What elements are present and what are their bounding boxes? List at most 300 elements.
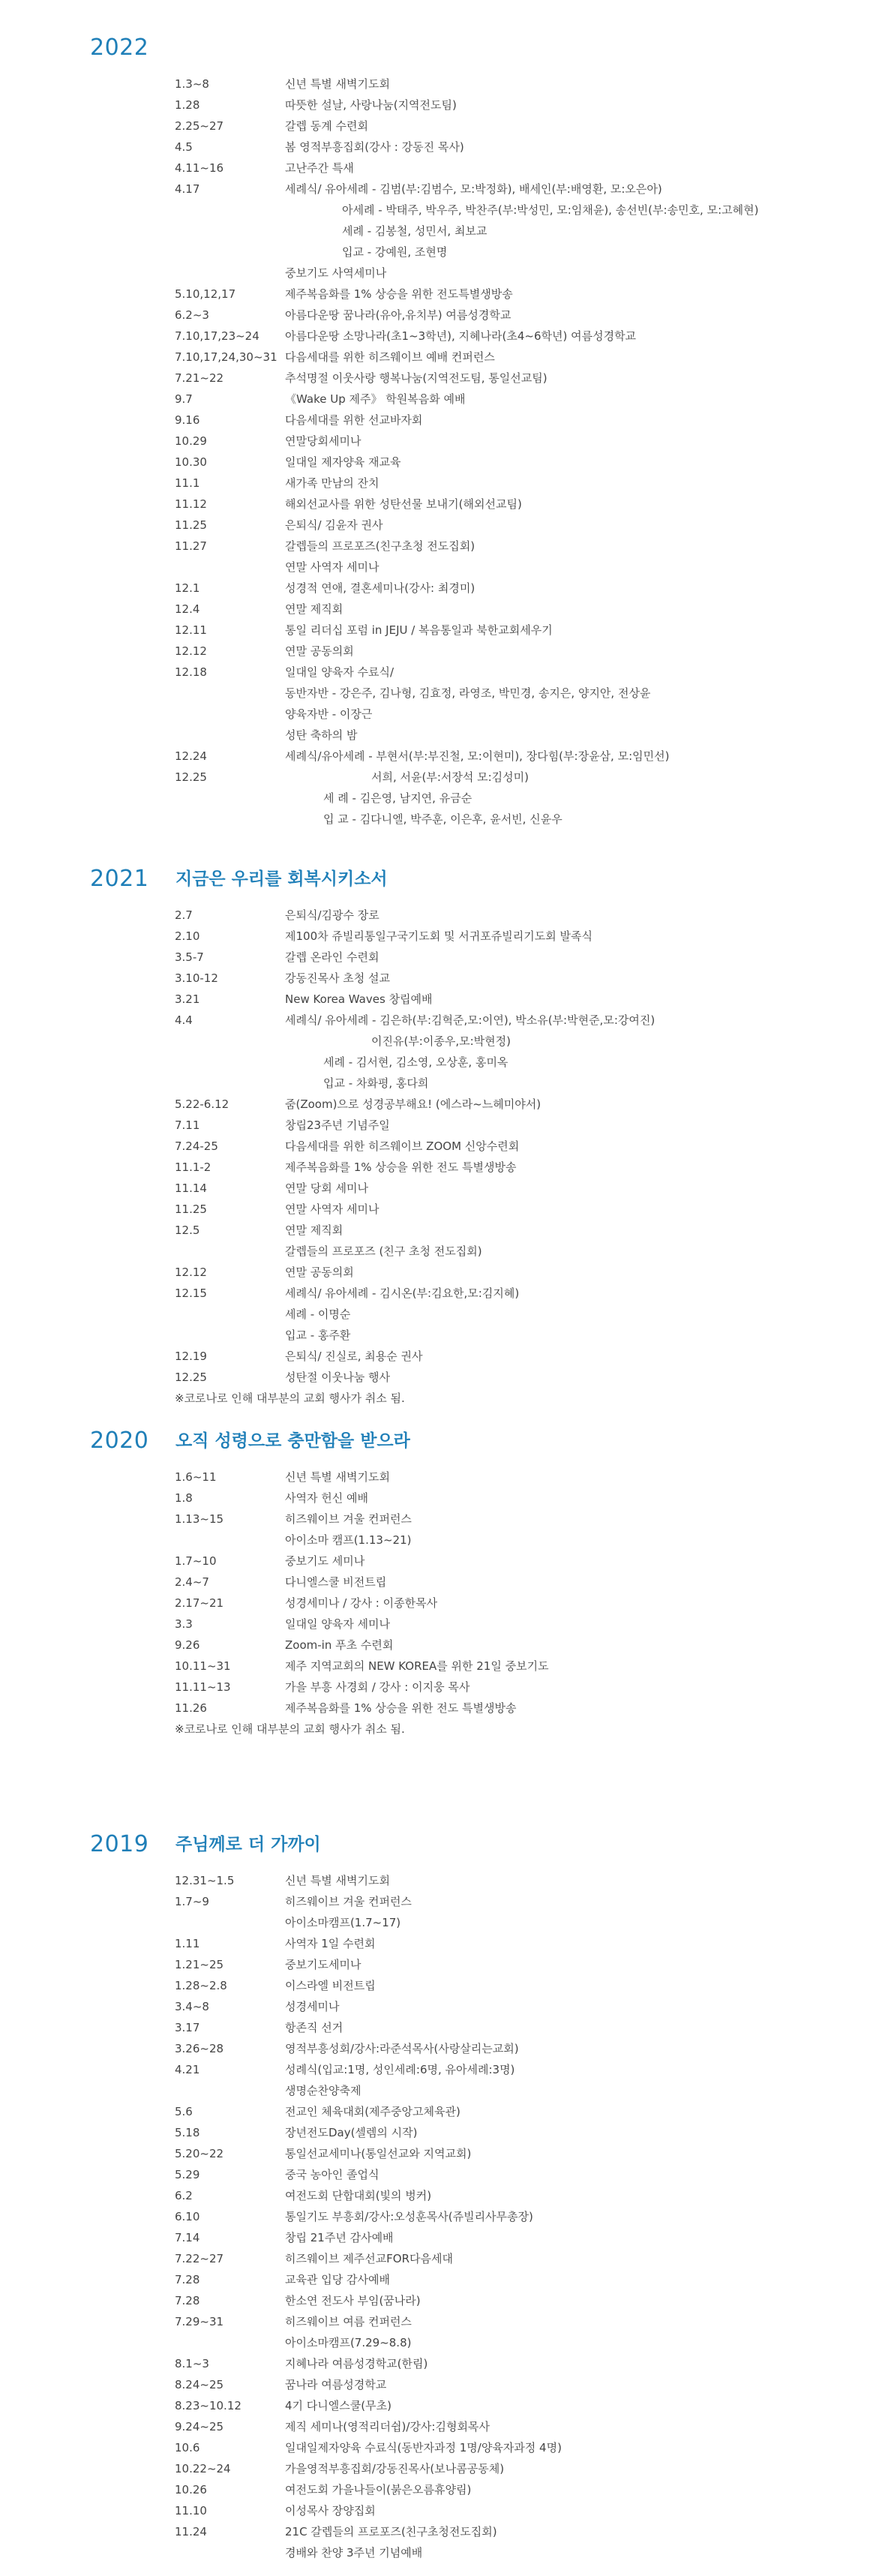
year-heading: 2021 <box>90 866 149 892</box>
event-row <box>0 1094 885 1115</box>
event-row <box>0 905 885 926</box>
event-list <box>0 905 885 1409</box>
event-date: 8.24~25 <box>175 2378 224 2391</box>
event-text: 이성목사 장양집회 <box>285 2504 376 2517</box>
event-date: 5.18 <box>175 2126 200 2139</box>
event-text: 21C 갈렙들의 프로포즈(친구초청전도집회) <box>285 2525 497 2538</box>
event-row <box>0 641 885 662</box>
event-text: 중보기도 사역세미나 <box>285 266 387 280</box>
event-text: 은퇴식/김광수 장로 <box>285 908 380 922</box>
year-theme-title: 지금은 우리를 회복시키소서 <box>176 869 388 889</box>
event-row <box>0 1283 885 1304</box>
event-row <box>0 1933 885 1954</box>
event-text: 세례식/ 유아세례 - 김은하(부:김혁준,모:이연), 박소유(부:박현준,모:강여진) <box>285 1013 656 1027</box>
event-row <box>0 2416 885 2437</box>
event-row <box>0 1467 885 1488</box>
event-date: 6.2 <box>175 2189 193 2202</box>
event-text: 강동진목사 초청 설교 <box>285 971 390 985</box>
event-date: 1.11 <box>175 1937 200 1950</box>
event-row <box>0 557 885 578</box>
event-text: 이스라엘 비전트립 <box>285 1979 376 1992</box>
event-text: 영적부흥성회/강사:라준석목사(사랑살리는교회) <box>285 2042 519 2055</box>
event-date: 7.10,17,23~24 <box>175 329 260 343</box>
event-text: 중보기도세미나 <box>285 1958 362 1971</box>
event-date: 1.7~9 <box>175 1895 209 1908</box>
event-date: 3.4~8 <box>175 2000 209 2013</box>
event-text: 사역자 1일 수련회 <box>285 1937 376 1950</box>
event-text: 창립23주년 기념주일 <box>285 1118 390 1132</box>
event-date: 11.26 <box>175 1701 207 1715</box>
event-date: 2.4~7 <box>175 1575 209 1589</box>
event-row <box>0 116 885 137</box>
event-row <box>0 809 885 830</box>
event-text: 제직 세미나(영적리더쉽)/강사:김형회목사 <box>285 2420 490 2433</box>
event-row <box>0 1325 885 1346</box>
event-row <box>0 599 885 620</box>
event-row <box>0 1870 885 1891</box>
event-row <box>0 284 885 305</box>
event-list <box>0 1870 885 2563</box>
event-date: 11.11~13 <box>175 1680 231 1694</box>
event-row <box>0 2395 885 2416</box>
event-text: 아이소마 캠프(1.13~21) <box>285 1533 412 1547</box>
event-date: 12.25 <box>175 1371 207 1384</box>
event-text: 경배와 찬양 3주년 기념예배 <box>285 2546 423 2559</box>
event-row <box>0 1572 885 1593</box>
event-row <box>0 1346 885 1367</box>
event-text: 연말당회세미나 <box>285 434 362 448</box>
event-date: 4.11~16 <box>175 161 224 175</box>
event-text: 지혜나라 여름성경학교(한림) <box>285 2357 428 2370</box>
year-heading: 2020 <box>90 1428 149 1454</box>
event-row <box>0 1614 885 1635</box>
event-row <box>0 389 885 410</box>
event-text: 연말 공동의회 <box>285 644 354 658</box>
event-date: 12.1 <box>175 581 200 595</box>
event-text: 세례식/ 유아세례 - 김범(부:김범수, 모:박정화), 배세인(부:배영환, 모:오은아) <box>285 182 662 196</box>
event-date: 4.5 <box>175 140 193 154</box>
event-text: 일대일 양육자 세미나 <box>285 1617 390 1631</box>
event-date: 12.12 <box>175 644 207 658</box>
event-row <box>0 1488 885 1509</box>
event-row <box>0 947 885 968</box>
event-text: 따뜻한 설날, 사랑나눔(지역전도팀) <box>285 98 457 112</box>
event-text: 여전도회 단합대회(빛의 벙커) <box>285 2189 432 2202</box>
event-text: 가을영적부흥집회/강동진목사(보나콤공동체) <box>285 2462 505 2475</box>
event-date: 10.6 <box>175 2441 200 2454</box>
event-row <box>0 1530 885 1551</box>
event-date: 11.27 <box>175 539 207 553</box>
event-text: 히즈웨이브 겨울 컨퍼런스 <box>285 1512 412 1526</box>
event-text: 연말 당회 세미나 <box>285 1181 368 1195</box>
event-text: 제주복음화를 1% 상승을 위한 전도 특별생방송 <box>285 1701 517 1715</box>
event-row <box>0 2038 885 2059</box>
event-row <box>0 2500 885 2521</box>
event-date: 12.15 <box>175 1286 207 1300</box>
event-text: 세례식/ 유아세례 - 김시온(부:김요한,모:김지혜) <box>285 1286 520 1300</box>
event-text: 동반자반 - 강은주, 김나형, 김효정, 라영조, 박민경, 송지은, 양지안, 전상윤 <box>285 686 651 700</box>
event-text: 아이소마캠프(1.7~17) <box>285 1916 401 1929</box>
event-text: 입교 - 홍주환 <box>285 1329 351 1342</box>
event-date: 1.13~15 <box>175 1512 224 1526</box>
event-text: 히즈웨이브 제주선교FOR다음세대 <box>285 2252 453 2265</box>
event-text: 서희, 서윤(부:서장석 모:김성미) <box>371 770 529 784</box>
event-text: 새가족 만남의 잔치 <box>285 476 380 490</box>
event-row <box>0 263 885 284</box>
event-text: 항존직 선거 <box>285 2021 344 2034</box>
event-row <box>0 431 885 452</box>
event-row <box>0 2185 885 2206</box>
event-row <box>0 473 885 494</box>
event-text: 통일기도 부흥회/강사:오성훈목사(쥬빌리사무총장) <box>285 2210 533 2223</box>
event-date: 10.30 <box>175 455 207 469</box>
event-text: 성탄절 이웃나눔 행사 <box>285 1371 390 1384</box>
event-date: 3.17 <box>175 2021 200 2034</box>
event-row <box>0 74 885 95</box>
event-date: 11.12 <box>175 497 207 511</box>
event-text: 아세례 - 박태주, 박우주, 박찬주(부:박성민, 모:임채윤), 송선빈(부:송민호, 모:고혜현) <box>342 203 759 217</box>
event-date: 7.11 <box>175 1118 200 1132</box>
event-date: 7.14 <box>175 2231 200 2244</box>
event-row <box>0 200 885 221</box>
event-row <box>0 2059 885 2080</box>
event-date: 12.31~1.5 <box>175 1874 235 1887</box>
event-row <box>0 2164 885 2185</box>
event-text: 여전도회 가을나들이(붉은오름휴양림) <box>285 2483 472 2496</box>
event-row <box>0 746 885 767</box>
event-row <box>0 2437 885 2458</box>
event-text: 꿈나라 여름성경학교 <box>285 2378 387 2391</box>
event-date: 11.14 <box>175 1181 207 1195</box>
event-date: 1.28~2.8 <box>175 1979 227 1992</box>
event-row <box>0 2311 885 2332</box>
event-date: 9.7 <box>175 392 193 406</box>
event-date: 12.19 <box>175 1350 207 1363</box>
event-row <box>0 578 885 599</box>
event-text: 줌(Zoom)으로 성경공부해요! (에스라~느헤미야서) <box>285 1097 542 1111</box>
event-text: 갈렙 동계 수련회 <box>285 119 368 133</box>
event-text: 창립 21주년 감사예배 <box>285 2231 394 2244</box>
event-date: 8.23~10.12 <box>175 2399 242 2412</box>
event-text: 제주 지역교회의 NEW KOREA를 위한 21일 중보기도 <box>285 1659 549 1673</box>
event-text: 신년 특별 새벽기도회 <box>285 77 390 91</box>
event-date: 12.24 <box>175 749 207 763</box>
event-text: 갈렙들의 프로포즈 (친구 초청 전도집회) <box>285 1244 482 1258</box>
event-row <box>0 221 885 242</box>
event-row <box>0 1262 885 1283</box>
event-text: 추석명절 이웃사랑 행복나눔(지역전도팀, 통일선교팀) <box>285 371 548 385</box>
event-text: 세례식/유아세례 - 부현서(부:부진철, 모:이현미), 장다힘(부:장윤삼, 모:임민선) <box>285 749 670 763</box>
event-text: 고난주간 특새 <box>285 161 354 175</box>
event-text: 일대일제자양육 수료식(동반자과정 1명/양육자과정 4명) <box>285 2441 562 2454</box>
event-date: 12.25 <box>175 770 207 784</box>
event-row <box>0 1178 885 1199</box>
event-row <box>0 410 885 431</box>
event-date: 4.4 <box>175 1013 193 1027</box>
event-row <box>0 767 885 788</box>
event-text: 연말 사역자 세미나 <box>285 560 380 574</box>
event-text: 연말 제직회 <box>285 1223 344 1237</box>
event-date: 3.26~28 <box>175 2042 224 2055</box>
event-row <box>0 1367 885 1388</box>
event-date: 5.10,12,17 <box>175 287 236 301</box>
event-date: 6.10 <box>175 2210 200 2223</box>
event-text: 신년 특별 새벽기도회 <box>285 1874 390 1887</box>
event-text: 히즈웨이브 겨울 컨퍼런스 <box>285 1895 412 1908</box>
event-date: 1.8 <box>175 1491 193 1505</box>
event-text: 입 교 - 김다니엘, 박주훈, 이은후, 윤서빈, 신윤우 <box>323 812 562 826</box>
event-row <box>0 2458 885 2479</box>
event-row <box>0 1551 885 1572</box>
event-date: 2.10 <box>175 929 200 943</box>
year-theme-title: 주님께로 더 가까이 <box>176 1835 321 1854</box>
event-date: 9.16 <box>175 413 200 427</box>
event-date: 3.3 <box>175 1617 193 1631</box>
event-row <box>0 2080 885 2101</box>
year-heading: 2022 <box>90 35 149 61</box>
event-text: 한소연 전도사 부임(꿈나라) <box>285 2294 421 2307</box>
event-text: 성경세미나 / 강사 : 이종한목사 <box>285 1596 438 1610</box>
event-text: 해외선교사를 위한 성탄선물 보내기(해외선교팀) <box>285 497 522 511</box>
event-row <box>0 620 885 641</box>
event-text: 중보기도 세미나 <box>285 1554 365 1568</box>
event-date: 2.17~21 <box>175 1596 224 1610</box>
event-row <box>0 1996 885 2017</box>
event-text: 교육관 입당 감사예배 <box>285 2273 390 2286</box>
event-row <box>0 704 885 725</box>
event-date: 5.20~22 <box>175 2147 224 2160</box>
event-row <box>0 158 885 179</box>
event-row <box>0 2353 885 2374</box>
event-text: 제주복음화를 1% 상승을 위한 전도특별생방송 <box>285 287 513 301</box>
event-text: 연말 제직회 <box>285 602 344 616</box>
event-row <box>0 2374 885 2395</box>
event-date: 11.10 <box>175 2504 207 2517</box>
event-list <box>0 74 885 830</box>
event-row <box>0 242 885 263</box>
event-text: 제주복음화를 1% 상승을 위한 전도 특별생방송 <box>285 1160 517 1174</box>
event-row <box>0 368 885 389</box>
event-text: 다음세대를 위한 히즈웨이브 예배 컨퍼런스 <box>285 350 495 364</box>
event-text: 전교인 체육대회(제주중앙고체육관) <box>285 2105 460 2118</box>
event-row <box>0 1891 885 1912</box>
event-row <box>0 1241 885 1262</box>
event-text: 장년전도Day(셀렘의 시작) <box>285 2126 418 2139</box>
year-heading: 2019 <box>90 1831 149 1857</box>
event-text: 다음세대를 위한 히즈웨이브 ZOOM 신앙수련회 <box>285 1139 520 1153</box>
event-date: 11.1 <box>175 476 200 490</box>
event-text: 사역자 헌신 예배 <box>285 1491 368 1505</box>
event-row <box>0 1073 885 1094</box>
event-text: New Korea Waves 창립예배 <box>285 992 433 1006</box>
event-date: 11.25 <box>175 518 207 532</box>
event-row <box>0 2122 885 2143</box>
event-date: 10.29 <box>175 434 207 448</box>
event-date: 6.2~3 <box>175 308 209 322</box>
event-text: Zoom-in 푸초 수련회 <box>285 1638 394 1652</box>
event-row <box>0 1220 885 1241</box>
covid-note: ※코로나로 인해 대부분의 교회 행사가 취소 됨. <box>175 1392 405 1405</box>
event-date: 7.21~22 <box>175 371 224 385</box>
event-text: 은퇴식/ 진실로, 최용순 권사 <box>285 1350 423 1363</box>
event-text: 통일 리더십 포럼 in JEJU / 복음통일과 북한교회세우기 <box>285 623 553 637</box>
event-date: 3.5-7 <box>175 950 204 964</box>
event-date: 11.24 <box>175 2525 207 2538</box>
event-text: 히즈웨이브 여름 컨퍼런스 <box>285 2315 412 2328</box>
event-text: 제100차 쥬빌리통일구국기도회 및 서귀포쥬빌리기도회 발족식 <box>285 929 592 943</box>
event-row <box>0 305 885 326</box>
event-date: 2.7 <box>175 908 193 922</box>
event-text: 연말 사역자 세미나 <box>285 1202 380 1216</box>
event-text: 갈렙 온라인 수련회 <box>285 950 380 964</box>
event-row <box>0 179 885 200</box>
event-row <box>0 788 885 809</box>
covid-note: ※코로나로 인해 대부분의 교회 행사가 취소 됨. <box>175 1722 405 1736</box>
event-text: 성례식(입교:1명, 성인세례:6명, 유아세례:3명) <box>285 2063 515 2076</box>
year-theme-title: 오직 성령으로 충만함을 받으라 <box>176 1431 410 1451</box>
event-row <box>0 515 885 536</box>
event-date: 1.3~8 <box>175 77 209 91</box>
event-date: 4.21 <box>175 2063 200 2076</box>
event-row <box>0 347 885 368</box>
event-date: 11.1-2 <box>175 1160 212 1174</box>
event-date: 1.7~10 <box>175 1554 217 1568</box>
event-date: 5.29 <box>175 2168 200 2181</box>
event-text: 세례 - 김봉철, 성민서, 최보교 <box>342 224 488 238</box>
event-date: 12.4 <box>175 602 200 616</box>
event-date: 10.26 <box>175 2483 207 2496</box>
event-date: 7.24-25 <box>175 1139 218 1153</box>
event-date: 3.10-12 <box>175 971 218 985</box>
event-text: 입교 - 차화평, 홍다희 <box>323 1076 429 1090</box>
event-text: 갈렙들의 프로포즈(친구초청 전도집회) <box>285 539 476 553</box>
event-row <box>0 2290 885 2311</box>
event-text: 중국 농아인 졸업식 <box>285 2168 380 2181</box>
event-row <box>0 1304 885 1325</box>
event-text: 세례 - 김서현, 김소영, 오상훈, 홍미옥 <box>323 1055 508 1069</box>
event-row <box>0 1031 885 1052</box>
event-row <box>0 989 885 1010</box>
event-row <box>0 2542 885 2563</box>
event-text: 연말 공동의회 <box>285 1265 354 1279</box>
event-text: 신년 특별 새벽기도회 <box>285 1470 390 1484</box>
event-text: 아름다운땅 소망나라(초1~3학년), 지혜나라(초4~6학년) 여름성경학교 <box>285 329 637 343</box>
event-row <box>0 1593 885 1614</box>
event-row <box>0 1656 885 1677</box>
event-date: 2.25~27 <box>175 119 224 133</box>
event-row <box>0 137 885 158</box>
event-date: 7.28 <box>175 2294 200 2307</box>
event-text: 생명순찬양축제 <box>285 2084 362 2097</box>
event-row <box>0 2206 885 2227</box>
event-date: 11.25 <box>175 1202 207 1216</box>
event-row <box>0 1115 885 1136</box>
event-row <box>0 2143 885 2164</box>
event-date: 12.18 <box>175 665 207 679</box>
event-row <box>0 926 885 947</box>
event-row <box>0 968 885 989</box>
event-row <box>0 1635 885 1656</box>
event-row <box>0 2269 885 2290</box>
event-date: 1.28 <box>175 98 200 112</box>
event-date: 10.11~31 <box>175 1659 231 1673</box>
event-date: 12.5 <box>175 1223 200 1237</box>
event-row <box>0 2521 885 2542</box>
event-row <box>0 2332 885 2353</box>
event-row <box>0 2479 885 2500</box>
event-date: 8.1~3 <box>175 2357 209 2370</box>
event-row <box>0 2248 885 2269</box>
event-date: 9.26 <box>175 1638 200 1652</box>
event-date: 4.17 <box>175 182 200 196</box>
event-text: 양육자반 - 이장근 <box>285 707 373 721</box>
event-text: 일대일 제자양육 재교육 <box>285 455 401 469</box>
event-date: 1.6~11 <box>175 1470 217 1484</box>
event-row <box>0 725 885 746</box>
event-row <box>0 2227 885 2248</box>
event-date: 3.21 <box>175 992 200 1006</box>
event-text: 4기 다니엘스쿨(무초) <box>285 2399 392 2412</box>
event-row <box>0 683 885 704</box>
event-date: 5.22-6.12 <box>175 1097 230 1111</box>
event-row <box>0 452 885 473</box>
event-row <box>0 1975 885 1996</box>
event-row <box>0 1157 885 1178</box>
event-text: 다니엘스쿨 비전트립 <box>285 1575 387 1589</box>
event-text: 성경세미나 <box>285 2000 340 2013</box>
event-date: 10.22~24 <box>175 2462 231 2475</box>
event-row <box>0 2017 885 2038</box>
event-text: 아름다운땅 꿈나라(유아,유치부) 여름성경학교 <box>285 308 512 322</box>
event-row <box>0 494 885 515</box>
event-date: 7.28 <box>175 2273 200 2286</box>
event-date: 9.24~25 <box>175 2420 224 2433</box>
event-text: 성경적 연애, 결혼세미나(강사: 최경미) <box>285 581 476 595</box>
event-text: 은퇴식/ 김윤자 권사 <box>285 518 383 532</box>
event-list <box>0 1467 885 1740</box>
event-date: 7.22~27 <box>175 2252 224 2265</box>
event-row <box>0 1677 885 1698</box>
event-row <box>0 2101 885 2122</box>
event-date: 1.21~25 <box>175 1958 224 1971</box>
event-text: 다음세대를 위한 선교바자회 <box>285 413 423 427</box>
event-row <box>0 662 885 683</box>
event-date: 5.6 <box>175 2105 193 2118</box>
event-date: 7.10,17,24,30~31 <box>175 350 278 364</box>
event-text: 일대일 양육자 수료식/ <box>285 665 394 679</box>
event-text: 세례 - 이명순 <box>285 1308 351 1321</box>
event-row <box>0 1199 885 1220</box>
event-row <box>0 1698 885 1719</box>
event-row <box>0 1954 885 1975</box>
event-row <box>0 1136 885 1157</box>
event-text: 봄 영적부흥집회(강사 : 강동진 목사) <box>285 140 464 154</box>
event-date: 12.11 <box>175 623 207 637</box>
event-text: 가을 부흥 사경회 / 강사 : 이지웅 목사 <box>285 1680 470 1694</box>
event-row <box>0 1509 885 1530</box>
event-text: 《Wake Up 제주》 학원복음화 예배 <box>285 392 466 406</box>
event-text: 세 례 - 김은영, 남지연, 유금순 <box>323 791 472 805</box>
event-text: 아이소마캠프(7.29~8.8) <box>285 2336 412 2349</box>
event-row <box>0 326 885 347</box>
event-text: 성탄 축하의 밤 <box>285 728 358 742</box>
event-text: 이진유(부:이종우,모:박현정) <box>371 1034 511 1048</box>
event-row <box>0 1912 885 1933</box>
event-date: 12.12 <box>175 1265 207 1279</box>
event-date: 7.29~31 <box>175 2315 224 2328</box>
event-text: 통일선교세미나(통일선교와 지역교회) <box>285 2147 472 2160</box>
event-text: 입교 - 강예원, 조현명 <box>342 245 448 259</box>
